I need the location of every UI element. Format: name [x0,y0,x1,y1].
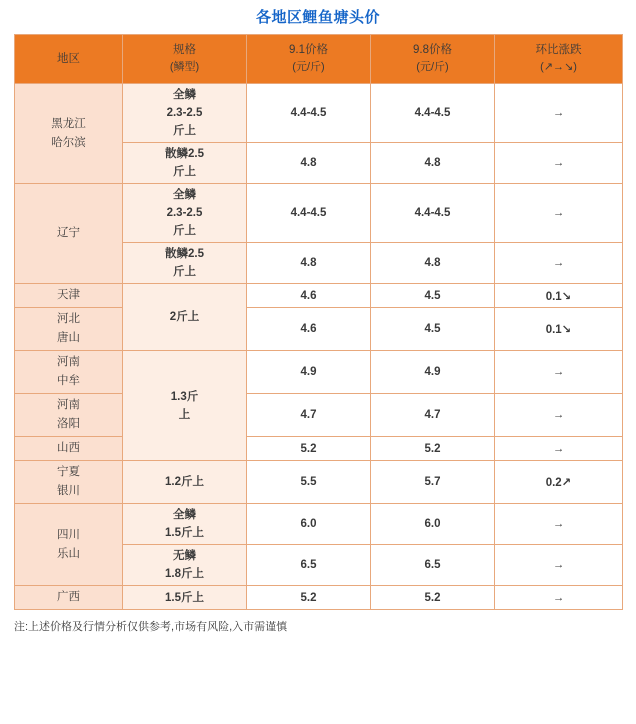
price-0908-cell: 5.7 [371,461,495,504]
column-header-spec-sub: (鳞型) [169,61,200,73]
region-cell [15,461,123,504]
change-cell: → [495,243,623,284]
spec-cell [123,586,247,610]
spec-cell [123,184,247,243]
region-line: 乐山 [57,547,80,560]
price-table [14,34,623,610]
region-line: 四川 [57,528,80,541]
column-header-change-main: 环比涨跌 [535,44,582,56]
column-header-price-0901-main: 9.1价格 [289,44,328,56]
spec-cell [123,461,247,504]
spec-line: 斤上 [173,166,196,178]
price-0901-cell: 4.6 [247,308,371,351]
table-row [15,284,623,308]
spec-line: 斤上 [173,266,196,278]
region-line: 唐山 [57,332,80,344]
table-row [15,84,623,143]
region-line: 河南 [57,356,80,368]
region-line: 中牟 [57,375,80,387]
region-line: 广西 [57,591,80,603]
change-cell: → [495,184,623,243]
change-cell: → [495,545,623,586]
region-cell [15,437,123,461]
column-header-region [15,35,123,84]
price-0901-cell: 4.8 [247,243,371,284]
spec-cell [123,243,247,284]
change-cell: → [495,394,623,437]
price-0908-cell: 4.5 [371,308,495,351]
price-0901-cell: 4.4-4.5 [247,84,371,143]
price-0901-cell: 4.9 [247,351,371,394]
column-header-region-main: 地区 [57,52,80,65]
table-row [15,184,623,243]
table-row [15,351,623,394]
spec-line: 上 [178,408,191,421]
table-row [15,504,623,545]
change-cell: 0.2↗ [495,461,623,504]
column-header-change [495,35,623,84]
price-0908-cell: 4.8 [371,143,495,184]
price-0908-cell: 4.9 [371,351,495,394]
price-0901-cell: 6.0 [247,504,371,545]
column-header-spec-main: 规格 [173,44,196,56]
column-header-price-0901-sub: (元/斤) [292,61,325,73]
price-0901-cell: 5.2 [247,437,371,461]
table-body [15,84,623,610]
table-row [15,461,623,504]
change-cell: → [495,437,623,461]
region-line: 山西 [57,442,80,454]
change-cell: → [495,143,623,184]
page-title: 各地区鲤鱼塘头价 [255,9,380,26]
disclaimer-note: 注:上述价格及行情分析仅供参考,市场有风险,入市需谨慎 [14,621,288,633]
column-header-price-0901 [247,35,371,84]
region-cell [15,351,123,394]
region-cell [15,184,123,284]
price-0901-cell: 4.4-4.5 [247,184,371,243]
region-cell [15,284,123,308]
change-cell: → [495,84,623,143]
spec-cell [123,545,247,586]
column-header-price-0908-main: 9.8价格 [413,44,452,56]
table-row [15,437,623,461]
region-line: 辽宁 [57,227,80,239]
column-header-spec [123,35,247,84]
spec-line: 2.3-2.5 [166,107,203,119]
table-header [15,35,623,84]
region-cell [15,586,123,610]
price-0908-cell: 4.4-4.5 [371,184,495,243]
price-0901-cell: 4.6 [247,284,371,308]
spec-line: 1.2斤上 [165,476,204,488]
table-row [15,308,623,351]
region-line: 银川 [57,485,80,497]
spec-line: 1.8斤上 [165,568,204,580]
price-0908-cell: 4.7 [371,394,495,437]
spec-line: 散鳞2.5 [165,248,204,260]
price-0901-cell: 4.8 [247,143,371,184]
spec-cell [123,284,247,351]
table-row [15,586,623,610]
price-0908-cell: 4.4-4.5 [371,84,495,143]
price-0901-cell: 4.7 [247,394,371,437]
spec-cell [123,84,247,143]
price-0908-cell: 4.5 [371,284,495,308]
change-cell: → [495,504,623,545]
region-cell [15,308,123,351]
region-cell [15,84,123,184]
spec-cell [123,504,247,545]
region-cell [15,504,123,586]
spec-line: 全鳞 [173,189,196,201]
change-cell: → [495,351,623,394]
table-row [15,394,623,437]
change-cell: → [495,586,623,610]
spec-line: 散鳞2.5 [165,148,204,160]
price-0908-cell: 6.5 [371,545,495,586]
spec-line: 无鳞 [173,550,196,562]
spec-cell [123,351,247,461]
region-line: 天津 [57,289,80,301]
spec-line: 斤上 [173,225,196,237]
price-0908-cell: 4.8 [371,243,495,284]
region-line: 哈尔滨 [51,136,86,149]
spec-line: 全鳞 [173,89,196,101]
region-line: 黑龙江 [51,117,86,130]
spec-line: 斤上 [173,125,196,137]
price-0901-cell: 5.5 [247,461,371,504]
price-0901-cell: 6.5 [247,545,371,586]
region-cell [15,394,123,437]
column-header-change-sub: (↗→↘) [540,61,577,73]
price-0908-cell: 5.2 [371,437,495,461]
spec-line: 1.5斤上 [165,527,204,539]
region-line: 河北 [57,313,80,325]
spec-cell [123,143,247,184]
spec-line: 1.5斤上 [165,591,204,604]
change-cell: 0.1↘ [495,308,623,351]
region-line: 河南 [57,399,80,411]
spec-line: 全鳞 [173,509,196,521]
region-line: 洛阳 [57,418,80,430]
price-0908-cell: 5.2 [371,586,495,610]
column-header-price-0908 [371,35,495,84]
column-header-price-0908-sub: (元/斤) [416,61,449,73]
price-0901-cell: 5.2 [247,586,371,610]
table-header-row [15,35,623,84]
region-line: 宁夏 [57,466,80,478]
spec-line: 2斤上 [169,311,200,323]
spec-line: 2.3-2.5 [166,207,203,219]
price-0908-cell: 6.0 [371,504,495,545]
spec-line: 1.3斤 [170,390,199,403]
change-cell: 0.1↘ [495,284,623,308]
